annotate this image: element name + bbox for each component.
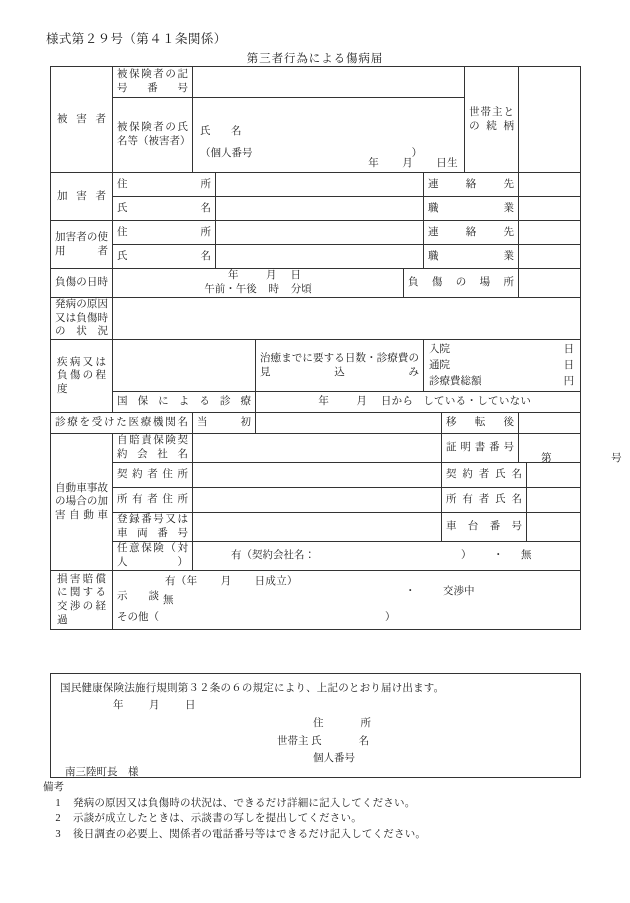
injury-place-label: 負傷の場所: [404, 269, 519, 298]
injury-degree-label: 疾病又は負傷の程度: [51, 340, 113, 413]
table-row-owner-address: [51, 488, 581, 513]
hospitalization-unit: 日: [563, 344, 575, 356]
offender-address-field[interactable]: [216, 173, 424, 197]
kokuho-treatment-field[interactable]: [256, 392, 581, 413]
insured-symbol-number-field[interactable]: [193, 67, 465, 98]
injury-minute-label: 分頃: [290, 283, 312, 295]
negotiation-in-progress[interactable]: 交渉中: [443, 586, 475, 598]
list-item: [43, 830, 426, 841]
negotiation-other-close: ）: [385, 612, 396, 624]
table-row-injury-datetime: [51, 269, 581, 298]
jibaiseki-company-field[interactable]: [193, 434, 442, 463]
employer-address-label: 住 所: [113, 221, 216, 245]
onset-cause-field[interactable]: [113, 297, 581, 340]
birth-month-label: 月: [402, 158, 414, 170]
table-row-offender-name: [51, 197, 581, 221]
declaration-statement: 国民健康保険法施行規則第３２条の６の規定により、上記のとおり届け出ます。: [60, 683, 445, 694]
declaration-personal-number-label: 個人番号: [313, 753, 355, 764]
optional-insurance-separator: ・: [493, 550, 504, 562]
total-cost-unit: 円: [563, 375, 575, 387]
settlement-yes-row[interactable]: [163, 575, 298, 589]
employer-name-field[interactable]: [216, 245, 424, 269]
declaration-address-label: 住 所: [313, 718, 371, 729]
remark-text: 示談が成立したときは、示談書の写しを提出してください。: [73, 813, 362, 824]
table-row-negotiation: [51, 571, 581, 630]
negotiation-label: 損害賠償に関する交渉の経過: [51, 571, 113, 630]
after-transfer-label: 移転後: [442, 413, 519, 434]
table-row-offender-address: [51, 173, 581, 197]
insured-name-field-group[interactable]: [193, 98, 465, 173]
settlement-month-label: 月: [220, 576, 232, 588]
negotiation-field[interactable]: [113, 571, 581, 630]
list-item: [43, 814, 426, 825]
injury-degree-field[interactable]: [113, 340, 256, 392]
form-number: 様式第２９号（第４１条関係）: [46, 32, 227, 46]
remark-number: 2: [55, 813, 61, 824]
employer-address-field[interactable]: [216, 221, 424, 245]
declaration-month-label: 月: [149, 700, 160, 711]
employer-contact-field[interactable]: [519, 221, 581, 245]
offender-contact-label: 連絡先: [424, 173, 519, 197]
negotiation-separator: ・: [405, 586, 416, 598]
contractor-address-field[interactable]: [193, 463, 442, 488]
certificate-number-label: 証明書番号: [442, 434, 519, 463]
negotiation-other-label[interactable]: その他（: [117, 612, 159, 624]
chassis-number-label: 車台番号: [442, 513, 527, 542]
list-item: [43, 799, 426, 810]
initial-institution-field[interactable]: [256, 413, 442, 434]
settlement-year-label: 年: [186, 576, 198, 588]
table-row-contractor-address: [51, 463, 581, 488]
settlement-label: 示 談: [117, 591, 159, 603]
declaration-day-label: 日: [185, 700, 196, 711]
certificate-dai-label: 第: [541, 453, 552, 465]
personal-number-close-paren: ）: [411, 148, 423, 159]
offender-row-label: 加害者: [51, 173, 113, 221]
outpatient-label: 通院: [429, 359, 450, 371]
owner-name-label: 所有者氏名: [442, 488, 527, 513]
owner-address-label: 所有者住所: [113, 488, 193, 513]
householder-prefix: 世帯主: [277, 736, 309, 747]
contractor-name-label: 契約者氏名: [442, 463, 527, 488]
kokuho-year-label: 年: [318, 396, 330, 408]
offender-address-label: 住 所: [113, 173, 216, 197]
estimate-row-total-cost[interactable]: [424, 374, 580, 390]
remarks-section: [43, 783, 426, 840]
victim-row-label: 被害者: [51, 67, 113, 173]
declaration-date[interactable]: [113, 697, 196, 712]
settlement-no-label[interactable]: 無: [163, 595, 174, 607]
householder-name-label: 氏 名: [311, 736, 370, 747]
offender-contact-field[interactable]: [519, 173, 581, 197]
table-row-onset-cause: [51, 297, 581, 340]
optional-insurance-yes[interactable]: 有（契約会社名：: [231, 550, 315, 562]
kokuho-month-label: 月: [356, 396, 368, 408]
remark-text: 発病の原因又は負傷時の状況は、できるだけ詳細に記入してください。: [73, 797, 416, 809]
remark-text: 後日調査の必要上、関係者の電話番号等はできるだけ記入してください。: [73, 828, 427, 840]
owner-name-field[interactable]: [527, 488, 581, 513]
initial-institution-label: 当 初: [193, 413, 256, 434]
chassis-number-field[interactable]: [527, 513, 581, 542]
declaration-householder-row: [277, 733, 369, 748]
hospitalization-label: 入院: [429, 344, 450, 356]
ampm-label: 午前・午後: [204, 283, 257, 295]
injury-datetime-label: 負傷の日時: [51, 269, 113, 298]
employer-occupation-label: 職 業: [424, 245, 519, 269]
birth-day-label: 日生: [436, 158, 459, 170]
contractor-name-field[interactable]: [527, 463, 581, 488]
document-title: 第三者行為による傷病届: [246, 53, 384, 65]
remarks-list: [43, 799, 426, 841]
onset-cause-label: 発病の原因又は負傷時の状況: [51, 297, 113, 340]
remarks-heading: 備考: [43, 782, 64, 793]
treatment-estimate-label: 治癒までに要する日数・診療費の見込み: [256, 340, 424, 392]
offender-occupation-field[interactable]: [519, 197, 581, 221]
offender-employer-row-label: 加害者の使用者: [51, 221, 113, 269]
main-form-table: [50, 66, 622, 630]
jibaiseki-company-label: 自賠責保険契約会社名: [113, 434, 193, 463]
birth-year-label: 年: [368, 158, 380, 170]
table-row-kokuho-treatment: [51, 392, 581, 413]
personal-number-label: （個人番号: [200, 148, 253, 159]
certificate-go-label: 号: [611, 453, 622, 465]
injury-day-label: 日: [290, 270, 302, 281]
optional-insurance-field[interactable]: [193, 542, 581, 571]
optional-insurance-no[interactable]: 無: [521, 550, 532, 562]
household-relation-field[interactable]: [519, 67, 581, 173]
table-row-medical-institution: [51, 413, 581, 434]
injury-time-line: [113, 283, 403, 297]
table-row-optional-insurance: [51, 542, 581, 571]
auto-section-row-label: 自動車事故の場合の加害自動車: [51, 434, 113, 571]
registration-number-label: 登録番号又は車両番号: [113, 513, 193, 542]
offender-name-label: 氏 名: [113, 197, 216, 221]
table-row-insured-symbol: [51, 67, 581, 98]
injury-place-field[interactable]: [519, 269, 581, 298]
injury-year-label: 年: [228, 270, 239, 281]
remark-number: 1: [55, 797, 61, 809]
offender-name-field[interactable]: [216, 197, 424, 221]
outpatient-unit: 日: [563, 359, 575, 371]
after-transfer-field[interactable]: [519, 413, 581, 434]
table-row-injury-degree: [51, 340, 581, 392]
medical-institution-label: 診療を受けた医療機関名: [51, 413, 193, 434]
table-row-registration-number: [51, 513, 581, 542]
table-row-employer-name: [51, 245, 581, 269]
employer-name-label: 氏 名: [113, 245, 216, 269]
birthdate-labels: [368, 157, 458, 171]
injury-hour-label: 時: [268, 283, 279, 295]
treatment-estimate-fields[interactable]: [424, 340, 581, 392]
remark-number: 3: [55, 828, 61, 840]
insured-symbol-number-label: 被保険者の記号番号: [113, 67, 193, 98]
settlement-yes-label: 有（: [165, 576, 187, 588]
insured-name-label: 被保険者の氏名等（被害者）: [113, 98, 193, 173]
optional-insurance-label: 任意保険（対人）: [113, 542, 193, 571]
injury-month-label: 月: [266, 270, 277, 281]
kokuho-treatment-label: 国保による診療: [113, 392, 256, 413]
settlement-day-label: 日成立）: [254, 576, 298, 588]
offender-occupation-label: 職 業: [424, 197, 519, 221]
household-relation-label: 世帯主との続柄: [465, 67, 519, 173]
contractor-address-label: 契約者住所: [113, 463, 193, 488]
employer-occupation-field[interactable]: [519, 245, 581, 269]
total-cost-label: 診療費総額: [429, 375, 482, 387]
table-row-jibaiseki: [51, 434, 581, 463]
estimate-row-outpatient[interactable]: [424, 358, 580, 374]
owner-address-field[interactable]: [193, 488, 442, 513]
certificate-number-field[interactable]: [519, 434, 622, 465]
kokuho-choice[interactable]: している・していない: [423, 396, 532, 408]
kokuho-from-label: 日から: [380, 396, 414, 408]
registration-number-field[interactable]: [193, 513, 442, 542]
declaration-addressee: 南三陸町長 様: [65, 767, 139, 778]
injury-date-line: [113, 269, 403, 283]
declaration-box: [50, 673, 581, 778]
declaration-year-label: 年: [113, 700, 124, 711]
injury-datetime-field[interactable]: [113, 269, 404, 298]
table-row-employer-address: [51, 221, 581, 245]
optional-insurance-yes-close: ）: [461, 550, 472, 562]
employer-contact-label: 連絡先: [424, 221, 519, 245]
estimate-row-hospitalization[interactable]: [424, 342, 580, 358]
name-label: 氏 名: [200, 126, 247, 137]
